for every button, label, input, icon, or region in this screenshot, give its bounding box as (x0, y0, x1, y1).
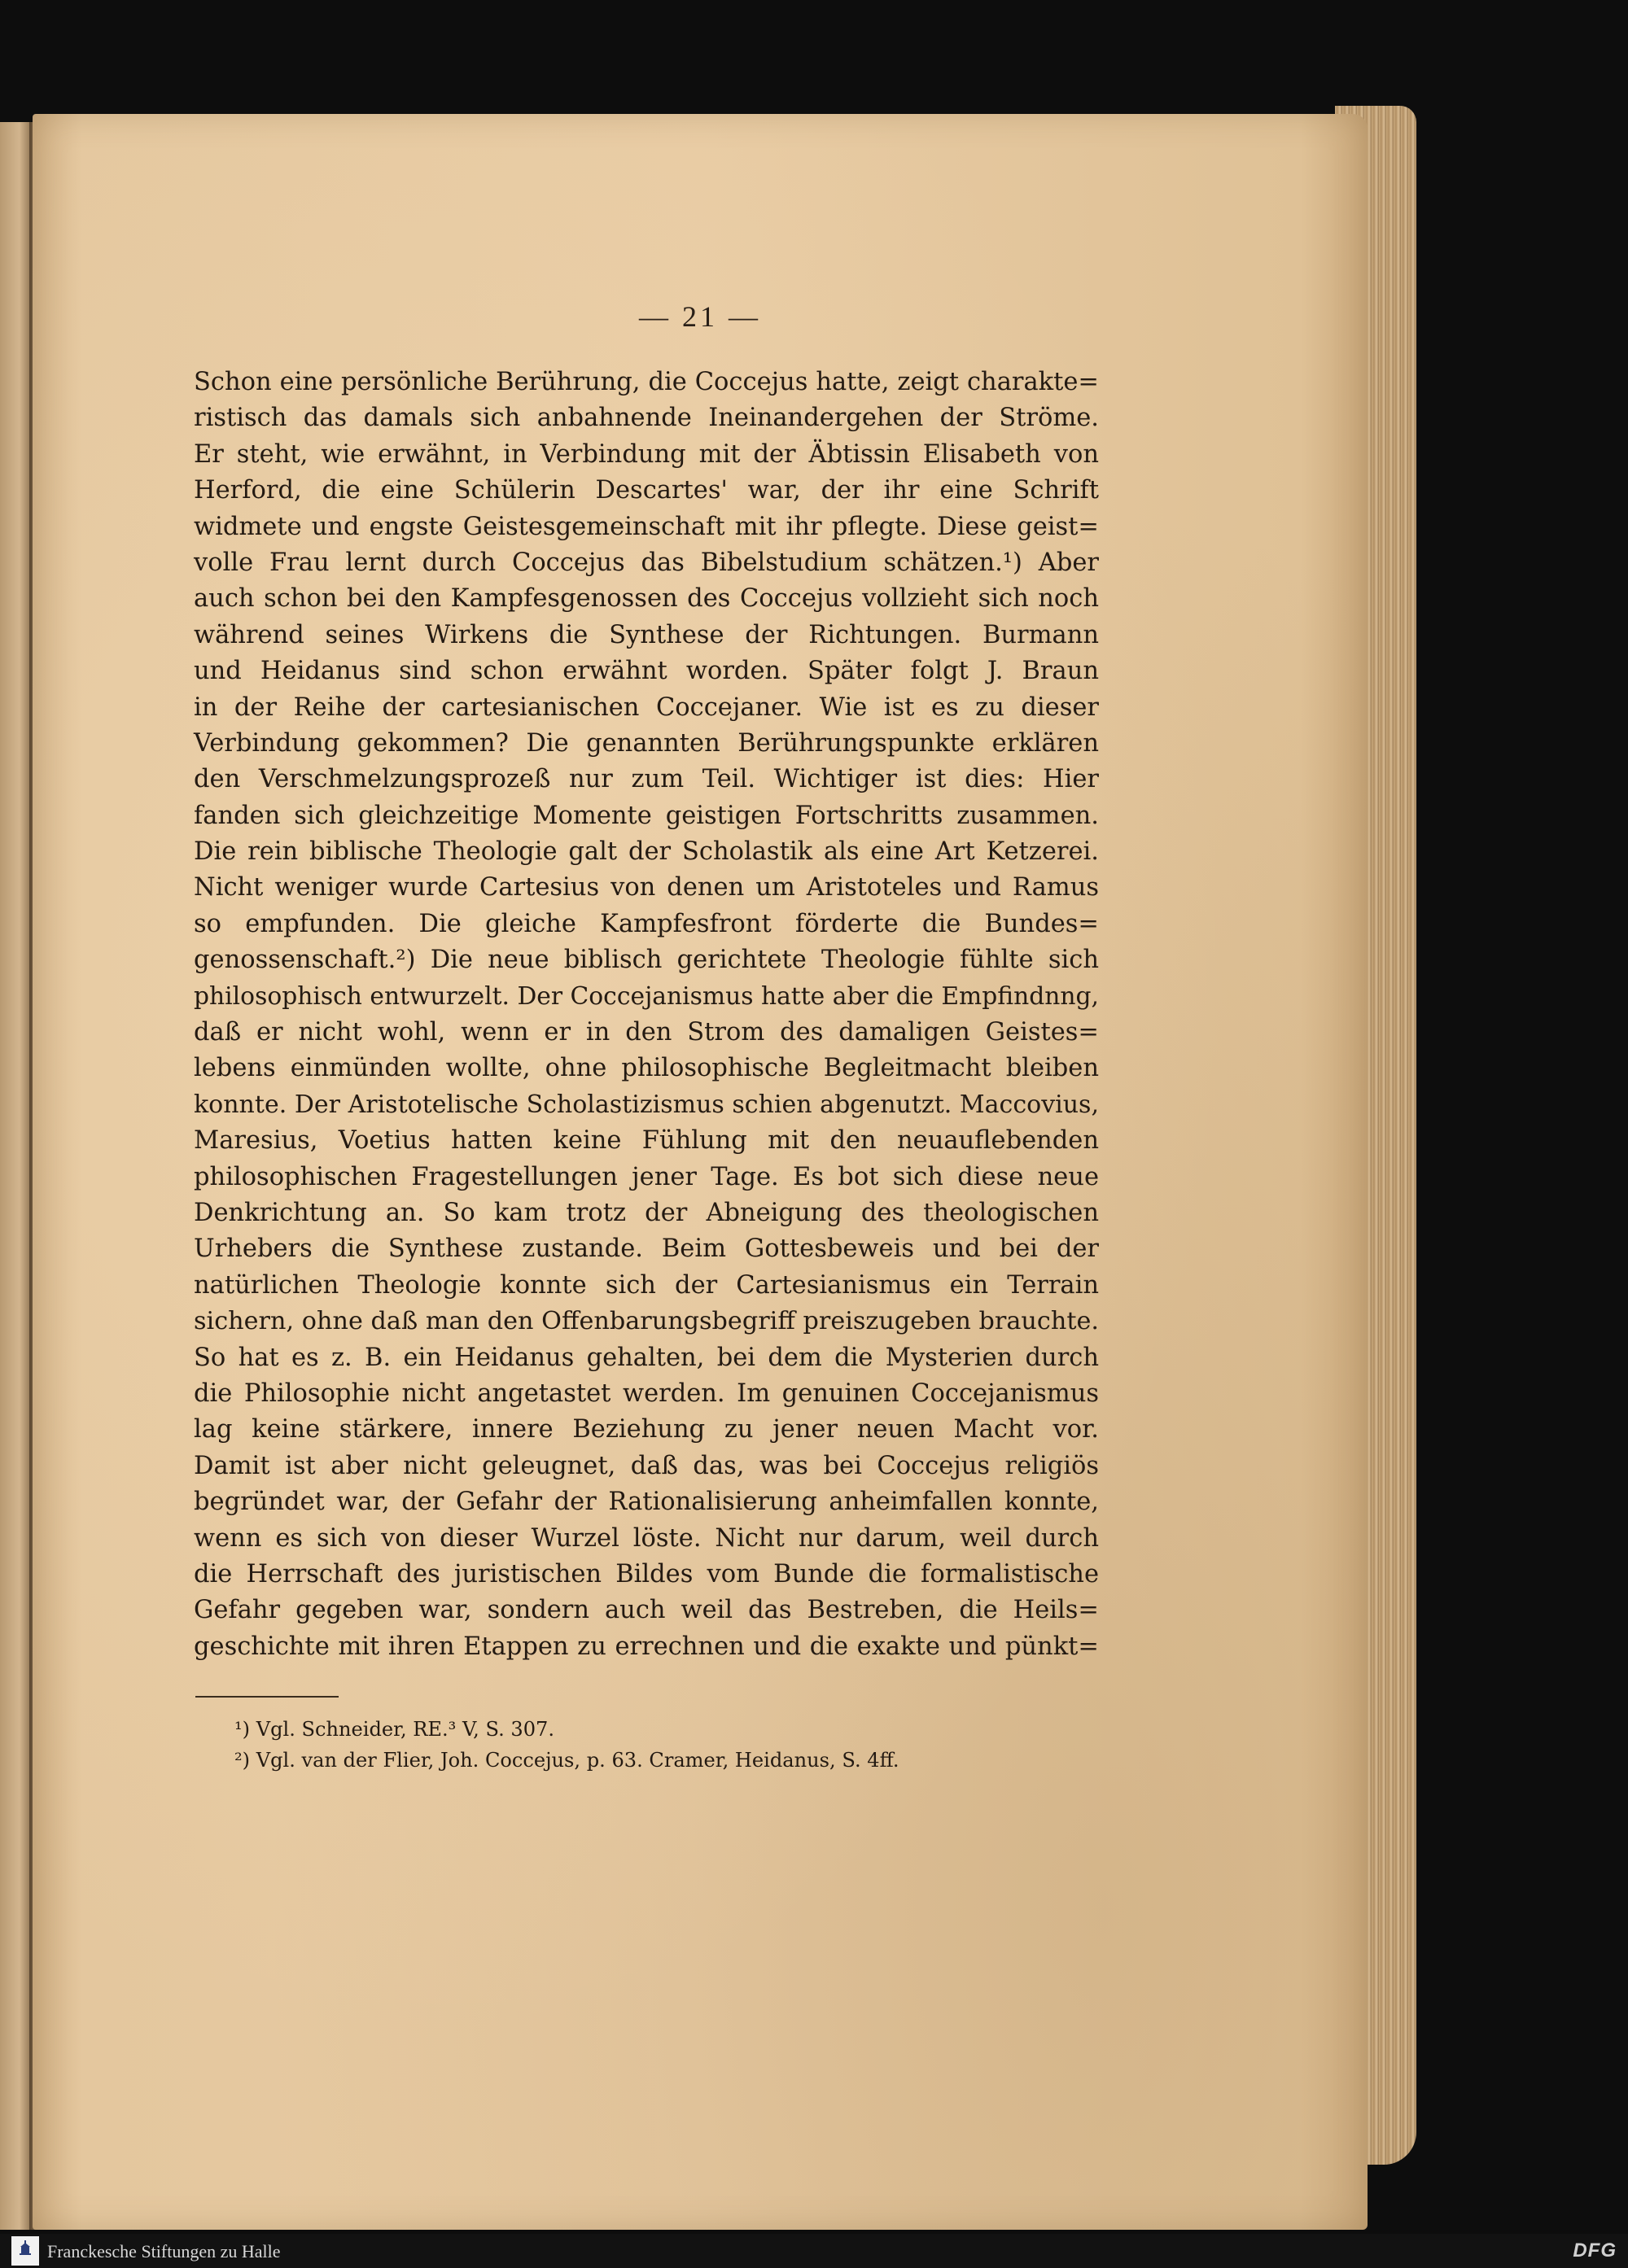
text-line: in der Reihe der cartesianischen Coccejaner. Wie ist es zu dieser (194, 693, 1099, 722)
body-text (194, 365, 1099, 1665)
text-line: fanden sich gleichzeitige Momente geistigen Fortschritts zusammen. (194, 801, 1099, 830)
foundation-logo-icon (11, 2236, 39, 2266)
text-line: lag keine stärkere, innere Beziehung zu jener neuen Macht vor. (194, 1415, 1099, 1444)
text-line: Er steht, wie erwähnt, in Verbindung mit der Äbtissin Elisabeth von (194, 439, 1099, 469)
text-line: konnte. Der Aristotelische Scholastizismus schien abgenutzt. Maccovius, (194, 1090, 1099, 1119)
text-line: philosophisch entwurzelt. Der Coccejanismus hatte aber die Empfindnng, (194, 981, 1099, 1011)
text-line: den Verschmelzungsprozeß nur zum Teil. Wichtiger ist dies: Hier (194, 765, 1099, 794)
text-line: begründet war, der Gefahr der Rationalisierung anheimfallen konnte, (194, 1488, 1099, 1517)
book-page (33, 114, 1368, 2230)
text-line: widmete und engste Geistesgemeinschaft mit ihr pflegte. Diese geist= (194, 512, 1099, 541)
footnote-divider (195, 1696, 339, 1698)
text-line: ristisch das damals sich anbahnende Ineinandergehen der Ströme. (194, 404, 1099, 433)
facing-page-edge (0, 122, 33, 2230)
page-number: — 21 — (639, 300, 761, 333)
dfg-logo: DFG (1573, 2240, 1617, 2261)
text-line: Die rein biblische Theologie galt der Scholastik als eine Art Ketzerei. (194, 837, 1099, 867)
text-line: die Philosophie nicht angetastet werden. Im genuinen Coccejanismus (194, 1379, 1099, 1408)
text-line: Verbindung gekommen? Die genannten Berührungspunkte erklären (194, 728, 1099, 758)
text-line: volle Frau lernt durch Coccejus das Bibelstudium schätzen.¹) Aber (194, 548, 1099, 577)
text-line: natürlichen Theologie konnte sich der Cartesianismus ein Terrain (194, 1270, 1099, 1300)
text-line: Schon eine persönliche Berührung, die Coccejus hatte, zeigt charakte= (194, 368, 1099, 396)
text-line: und Heidanus sind schon erwähnt worden. Später folgt J. Braun (194, 657, 1099, 686)
text-line: die Herrschaft des juristischen Bildes vom Bunde die formalistische (194, 1559, 1099, 1588)
text-line: So hat es z. B. ein Heidanus gehalten, bei dem die Mysterien durch (194, 1343, 1099, 1372)
text-line: Maresius, Voetius hatten keine Fühlung mit den neuauflebenden (194, 1126, 1099, 1156)
text-line: Urhebers die Synthese zustande. Beim Gottesbeweis und bei der (194, 1235, 1099, 1264)
text-line: philosophischen Fragestellungen jener Tage. Es bot sich diese neue (194, 1162, 1099, 1191)
footnotes (234, 1714, 1130, 1776)
text-line: Gefahr gegeben war, sondern auch weil das Bestreben, die Heils= (194, 1596, 1099, 1625)
text-line: daß er nicht wohl, wenn er in den Strom des damaligen Geistes= (194, 1018, 1099, 1047)
text-line: Damit ist aber nicht geleugnet, daß das, was bei Coccejus religiös (194, 1451, 1099, 1480)
footnote: ¹) Vgl. Schneider, RE.³ V, S. 307. (234, 1718, 554, 1741)
text-line: geschichte mit ihren Etappen zu errechnen und die exakte und pünkt= (194, 1632, 1099, 1661)
logo-mark-icon (19, 2240, 32, 2257)
text-line: lebens einmünden wollte, ohne philosophische Begleitmacht bleiben (194, 1054, 1099, 1083)
text-line: genossenschaft.²) Die neue biblisch gerichtete Theologie fühlte sich (194, 946, 1099, 975)
footnote: ²) Vgl. van der Flier, Joh. Coccejus, p. 63. Cramer, Heidanus, S. 4ff. (234, 1749, 899, 1772)
text-line: sichern, ohne daß man den Offenbarungsbegriff preiszugeben brauchte. (194, 1307, 1099, 1336)
text-line: Denkrichtung an. So kam trotz der Abneigung des theologischen (194, 1198, 1099, 1227)
text-line: wenn es sich von dieser Wurzel löste. Nicht nur darum, weil durch (194, 1523, 1099, 1553)
institution-name: Franckesche Stiftungen zu Halle (47, 2241, 281, 2261)
text-line: auch schon bei den Kampfesgenossen des Coccejus vollzieht sich noch (194, 584, 1099, 614)
text-line: Nicht weniger wurde Cartesius von denen um Aristoteles und Ramus (194, 873, 1099, 902)
text-line: so empfunden. Die gleiche Kampfesfront förderte die Bundes= (194, 909, 1099, 938)
text-line: Herford, die eine Schülerin Descartes' war, der ihr eine Schrift (194, 476, 1099, 505)
text-line: während seines Wirkens die Synthese der Richtungen. Burmann (194, 620, 1099, 649)
